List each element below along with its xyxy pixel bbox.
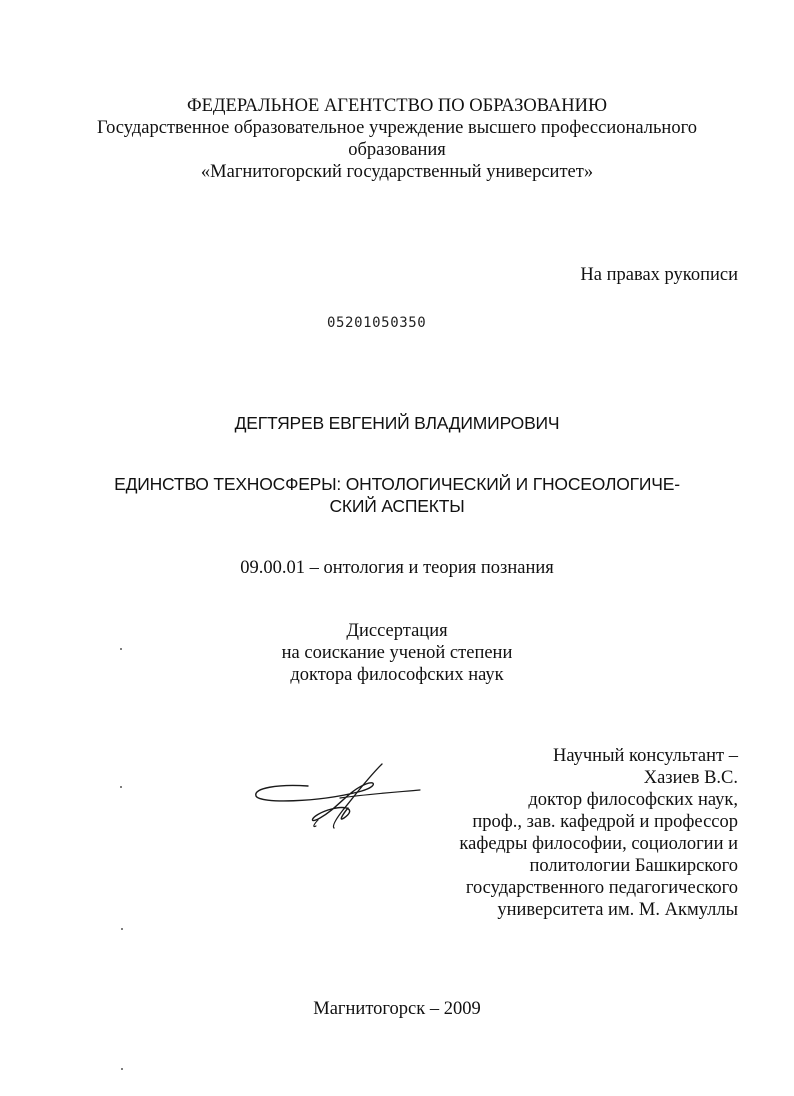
- degree-line-3: доктора философских наук: [290, 665, 504, 685]
- degree-line-1: Диссертация: [346, 621, 448, 641]
- author-name: ДЕГТЯРЕВ ЕВГЕНИЙ ВЛАДИМИРОВИЧ: [234, 413, 560, 433]
- institution-line-1: Государственное образовательное учреждение высшего профессионального: [97, 118, 697, 138]
- advisor-university-cont: университета им. М. Акмуллы: [497, 900, 738, 920]
- manuscript-rights: На правах рукописи: [580, 265, 738, 285]
- agency-name: ФЕДЕРАЛЬНОЕ АГЕНТСТВО ПО ОБРАЗОВАНИЮ: [187, 96, 607, 116]
- dissertation-title-line-2: СКИЙ АСПЕКТЫ: [329, 496, 465, 516]
- handwritten-signature: [248, 758, 438, 838]
- advisor-name: Хазиев В.С.: [643, 768, 738, 788]
- advisor-degree: доктор философских наук,: [528, 790, 738, 810]
- scan-speck: [120, 648, 122, 650]
- advisor-university: государственного педагогического: [465, 878, 738, 898]
- advisor-department-cont: политологии Башкирского: [529, 856, 738, 876]
- advisor-role: Научный консультант –: [553, 746, 738, 766]
- scan-speck: [121, 1068, 123, 1070]
- advisor-department: кафедры философии, социологии и: [459, 834, 738, 854]
- catalog-number: 05201050350: [327, 315, 427, 331]
- scan-speck: [120, 786, 122, 788]
- university-name: «Магнитогорский государственный университет»: [200, 162, 594, 182]
- degree-line-2: на соискание ученой степени: [281, 643, 513, 663]
- institution-line-2: образования: [348, 140, 446, 160]
- specialty-code: 09.00.01 – онтология и теория познания: [240, 558, 554, 578]
- advisor-position: проф., зав. кафедрой и профессор: [472, 812, 738, 832]
- city-year: Магнитогорск – 2009: [313, 999, 481, 1019]
- dissertation-title-line-1: ЕДИНСТВО ТЕХНОСФЕРЫ: ОНТОЛОГИЧЕСКИЙ И ГНОСЕОЛОГИЧЕ-: [114, 474, 680, 494]
- scan-speck: [121, 928, 123, 930]
